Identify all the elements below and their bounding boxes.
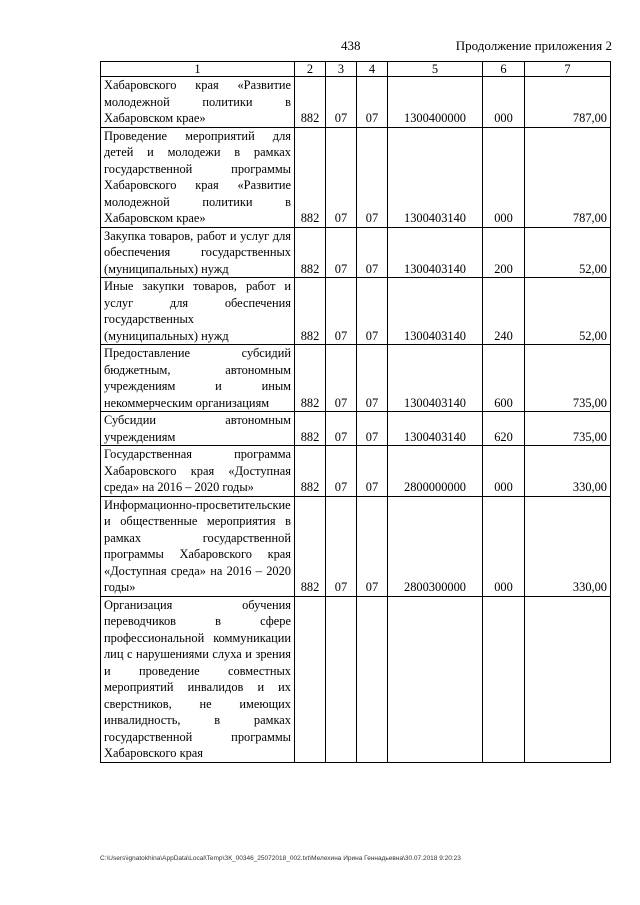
row-description: Хабаровского края «Развитие молодежной политики в Хабаровском крае» bbox=[101, 77, 295, 128]
expense-type: 000 bbox=[483, 496, 525, 596]
subsection-code: 07 bbox=[357, 345, 388, 412]
row-description: Иные закупки товаров, работ и услуг для обеспечения государственных (муниципальных) нужд bbox=[101, 278, 295, 345]
section-code: 07 bbox=[326, 77, 357, 128]
target-article: 2800000000 bbox=[388, 446, 483, 497]
subsection-code: 07 bbox=[357, 496, 388, 596]
budget-code: 882 bbox=[295, 77, 326, 128]
expense-type: 600 bbox=[483, 345, 525, 412]
section-code: 07 bbox=[326, 345, 357, 412]
subsection-code: 07 bbox=[357, 412, 388, 446]
target-article: 1300403140 bbox=[388, 278, 483, 345]
budget-code bbox=[295, 596, 326, 762]
column-number-row bbox=[101, 62, 611, 77]
amount: 787,00 bbox=[525, 127, 611, 227]
row-description: Информационно-просветительские и общественные мероприятия в рамках государственной программы Хабаровского края «Доступная среда» на 2016 – 2020 годы» bbox=[101, 496, 295, 596]
budget-code: 882 bbox=[295, 227, 326, 278]
column-header: 5 bbox=[388, 62, 483, 77]
section-code: 07 bbox=[326, 412, 357, 446]
row-description: Субсидии автономным учреждениям bbox=[101, 412, 295, 446]
column-header: 2 bbox=[295, 62, 326, 77]
budget-code: 882 bbox=[295, 278, 326, 345]
subsection-code: 07 bbox=[357, 227, 388, 278]
section-code: 07 bbox=[326, 278, 357, 345]
amount: 330,00 bbox=[525, 446, 611, 497]
table-row bbox=[101, 496, 611, 596]
table-row bbox=[101, 127, 611, 227]
budget-code: 882 bbox=[295, 412, 326, 446]
amount: 52,00 bbox=[525, 227, 611, 278]
amount: 787,00 bbox=[525, 77, 611, 128]
amount: 330,00 bbox=[525, 496, 611, 596]
section-code: 07 bbox=[326, 446, 357, 497]
page-number: 438 bbox=[341, 38, 361, 53]
budget-code: 882 bbox=[295, 496, 326, 596]
amount bbox=[525, 596, 611, 762]
target-article: 1300403140 bbox=[388, 127, 483, 227]
column-header: 7 bbox=[525, 62, 611, 77]
row-description: Проведение мероприятий для детей и молодежи в рамках государственной программы Хабаровского края «Развитие молодежной политики в Хабаровском крае» bbox=[101, 127, 295, 227]
column-header: 6 bbox=[483, 62, 525, 77]
target-article: 1300403140 bbox=[388, 227, 483, 278]
subsection-code: 07 bbox=[357, 278, 388, 345]
table-row bbox=[101, 77, 611, 128]
section-code: 07 bbox=[326, 227, 357, 278]
table-row bbox=[101, 278, 611, 345]
section-code bbox=[326, 596, 357, 762]
amount: 735,00 bbox=[525, 345, 611, 412]
row-description: Организация обучения переводчиков в сфере профессиональной коммуникации лиц с нарушениями слуха и зрения и проведение совместных мероприятий инвалидов и их сверстников, не имеющих инвалидность, в рамках государственной программы Хабаровского края bbox=[101, 596, 295, 762]
target-article: 1300403140 bbox=[388, 345, 483, 412]
row-description: Государственная программа Хабаровского края «Доступная среда» на 2016 – 2020 годы» bbox=[101, 446, 295, 497]
subsection-code: 07 bbox=[357, 127, 388, 227]
continuation-label: Продолжение приложения 2 bbox=[455, 38, 612, 53]
expense-type: 000 bbox=[483, 77, 525, 128]
expense-type bbox=[483, 596, 525, 762]
table-body bbox=[101, 62, 611, 763]
expense-type: 000 bbox=[483, 127, 525, 227]
table-row bbox=[101, 412, 611, 446]
budget-table bbox=[100, 61, 611, 763]
table-row bbox=[101, 227, 611, 278]
expense-type: 240 bbox=[483, 278, 525, 345]
table-row bbox=[101, 345, 611, 412]
column-header: 1 bbox=[101, 62, 295, 77]
subsection-code bbox=[357, 596, 388, 762]
target-article bbox=[388, 596, 483, 762]
expense-type: 620 bbox=[483, 412, 525, 446]
expense-type: 000 bbox=[483, 446, 525, 497]
amount: 52,00 bbox=[525, 278, 611, 345]
column-header: 4 bbox=[357, 62, 388, 77]
target-article: 1300403140 bbox=[388, 412, 483, 446]
section-code: 07 bbox=[326, 496, 357, 596]
section-code: 07 bbox=[326, 127, 357, 227]
budget-code: 882 bbox=[295, 446, 326, 497]
target-article: 2800300000 bbox=[388, 496, 483, 596]
amount: 735,00 bbox=[525, 412, 611, 446]
file-path-footer: C:\Users\ignatokhina\AppData\Local\Temp\ЗК_00346_25072018_002.txt\Мелехина Ирина Геннадьевна\30.07.2018 9:20:23 bbox=[100, 855, 461, 862]
subsection-code: 07 bbox=[357, 446, 388, 497]
budget-code: 882 bbox=[295, 345, 326, 412]
expense-type: 200 bbox=[483, 227, 525, 278]
row-description: Закупка товаров, работ и услуг для обеспечения государственных (муниципальных) нужд bbox=[101, 227, 295, 278]
target-article: 1300400000 bbox=[388, 77, 483, 128]
table-row bbox=[101, 446, 611, 497]
table-row bbox=[101, 596, 611, 762]
subsection-code: 07 bbox=[357, 77, 388, 128]
budget-code: 882 bbox=[295, 127, 326, 227]
column-header: 3 bbox=[326, 62, 357, 77]
row-description: Предоставление субсидий бюджетным, автономным учреждениям и иным некоммерческим организациям bbox=[101, 345, 295, 412]
